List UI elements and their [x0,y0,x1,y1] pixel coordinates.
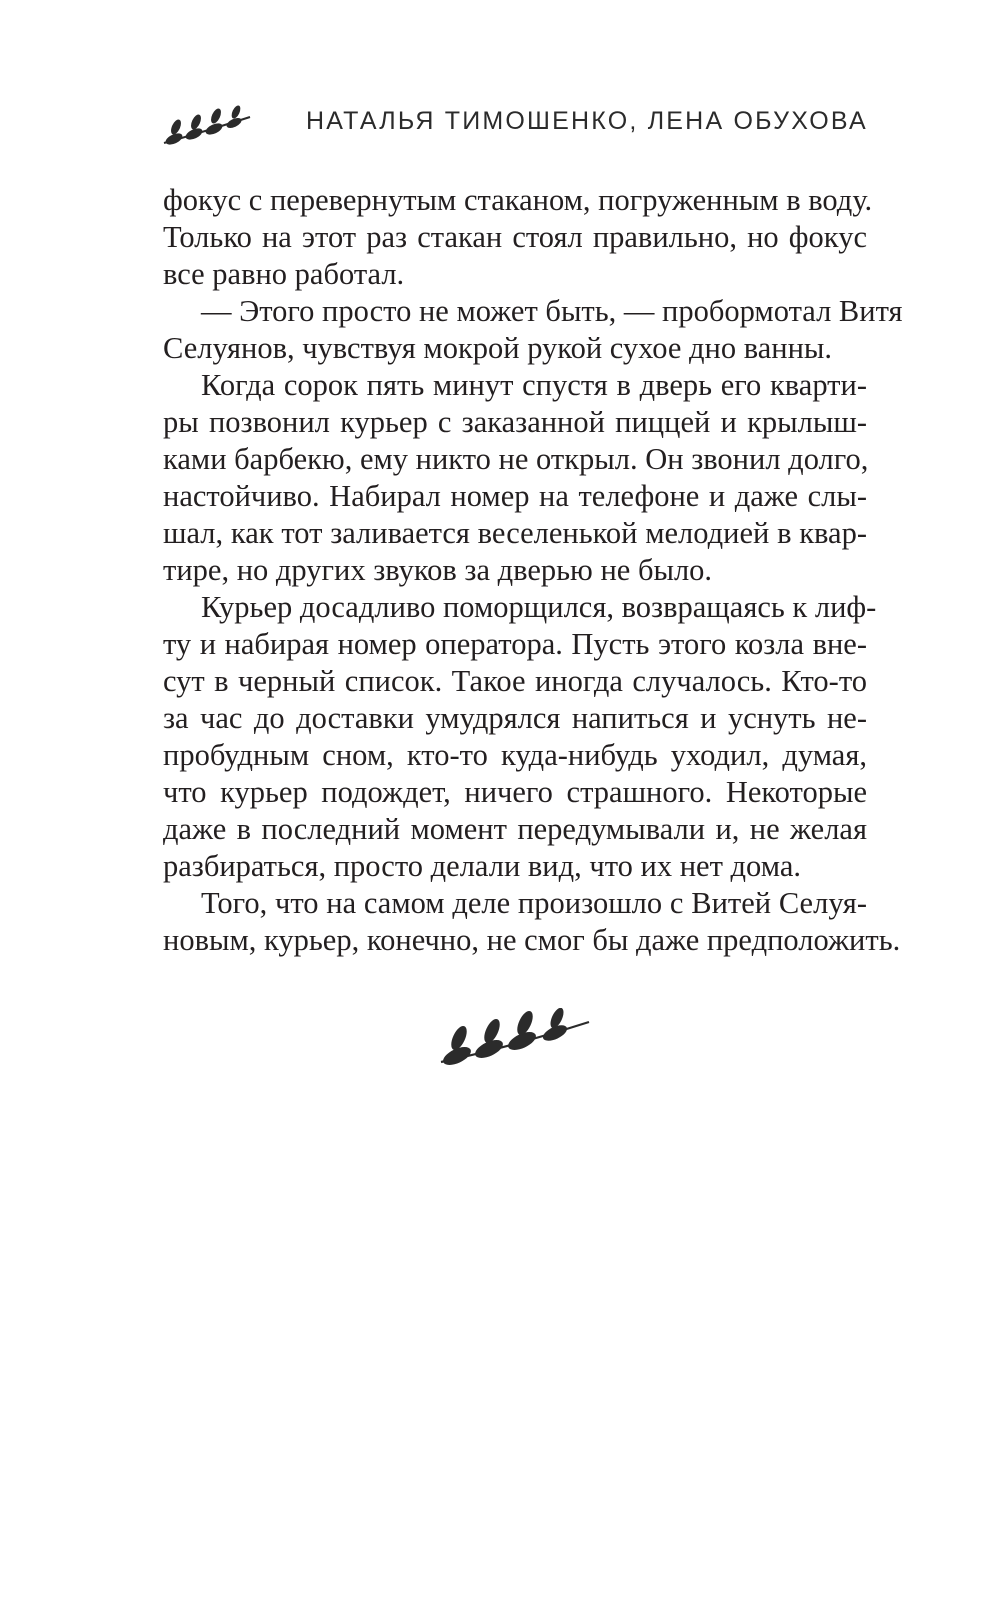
text-line: пробудным сном, кто-то куда-нибудь уходил, думая, [163,738,867,772]
text-line: даже в последний момент передумывали и, не желая [163,812,867,846]
text-line: Только на этот раз стакан стоял правильно, но фокус [163,220,867,254]
text-line: фокус с перевернутым стаканом, погруженным в воду. [163,183,873,217]
body-text [163,182,903,959]
text-line: Того, что на самом деле произошло с Витей Селуя- [201,886,867,920]
text-line: новым, курьер, конечно, не смог бы даже предположить. [163,923,901,957]
text-line: за час до доставки умудрялся напиться и уснуть не- [163,701,867,735]
running-header [160,103,868,153]
text-line: — Этого просто не может быть, — пробормотал Витя [201,294,903,328]
text-line: настойчиво. Набирал номер на телефоне и даже слы- [163,479,867,513]
text-line: ры позвонил курьер с заказанной пиццей и крылыш- [163,405,867,439]
text-line: Когда сорок пять минут спустя в дверь его кварти- [201,368,867,402]
text-line: сут в черный список. Такое иногда случалось. Кто-то [163,664,867,698]
text-line: тире, но других звуков за дверью не было. [163,553,713,587]
header-authors: НАТАЛЬЯ ТИМОШЕНКО, ЛЕНА ОБУХОВА [306,107,868,135]
text-line: что курьер подождет, ничего страшного. Некоторые [163,775,867,809]
text-line: шал, как тот заливается веселенькой мелодией в квар- [163,516,867,550]
text-line: ками барбекю, ему никто не открыл. Он звонил долго, [163,442,869,476]
text-line: разбираться, просто делали вид, что их нет дома. [163,849,801,883]
text-line: все равно работал. [163,257,405,291]
text-line: Курьер досадливо поморщился, возвращаясь к лиф- [201,590,877,624]
text-line: Селуянов, чувствуя мокрой рукой сухое дно ванны. [163,331,833,365]
text-line: ту и набирая номер оператора. Пусть этого козла вне- [163,627,867,661]
laurel-branch-icon [437,1008,592,1070]
laurel-branch-icon [160,103,252,151]
